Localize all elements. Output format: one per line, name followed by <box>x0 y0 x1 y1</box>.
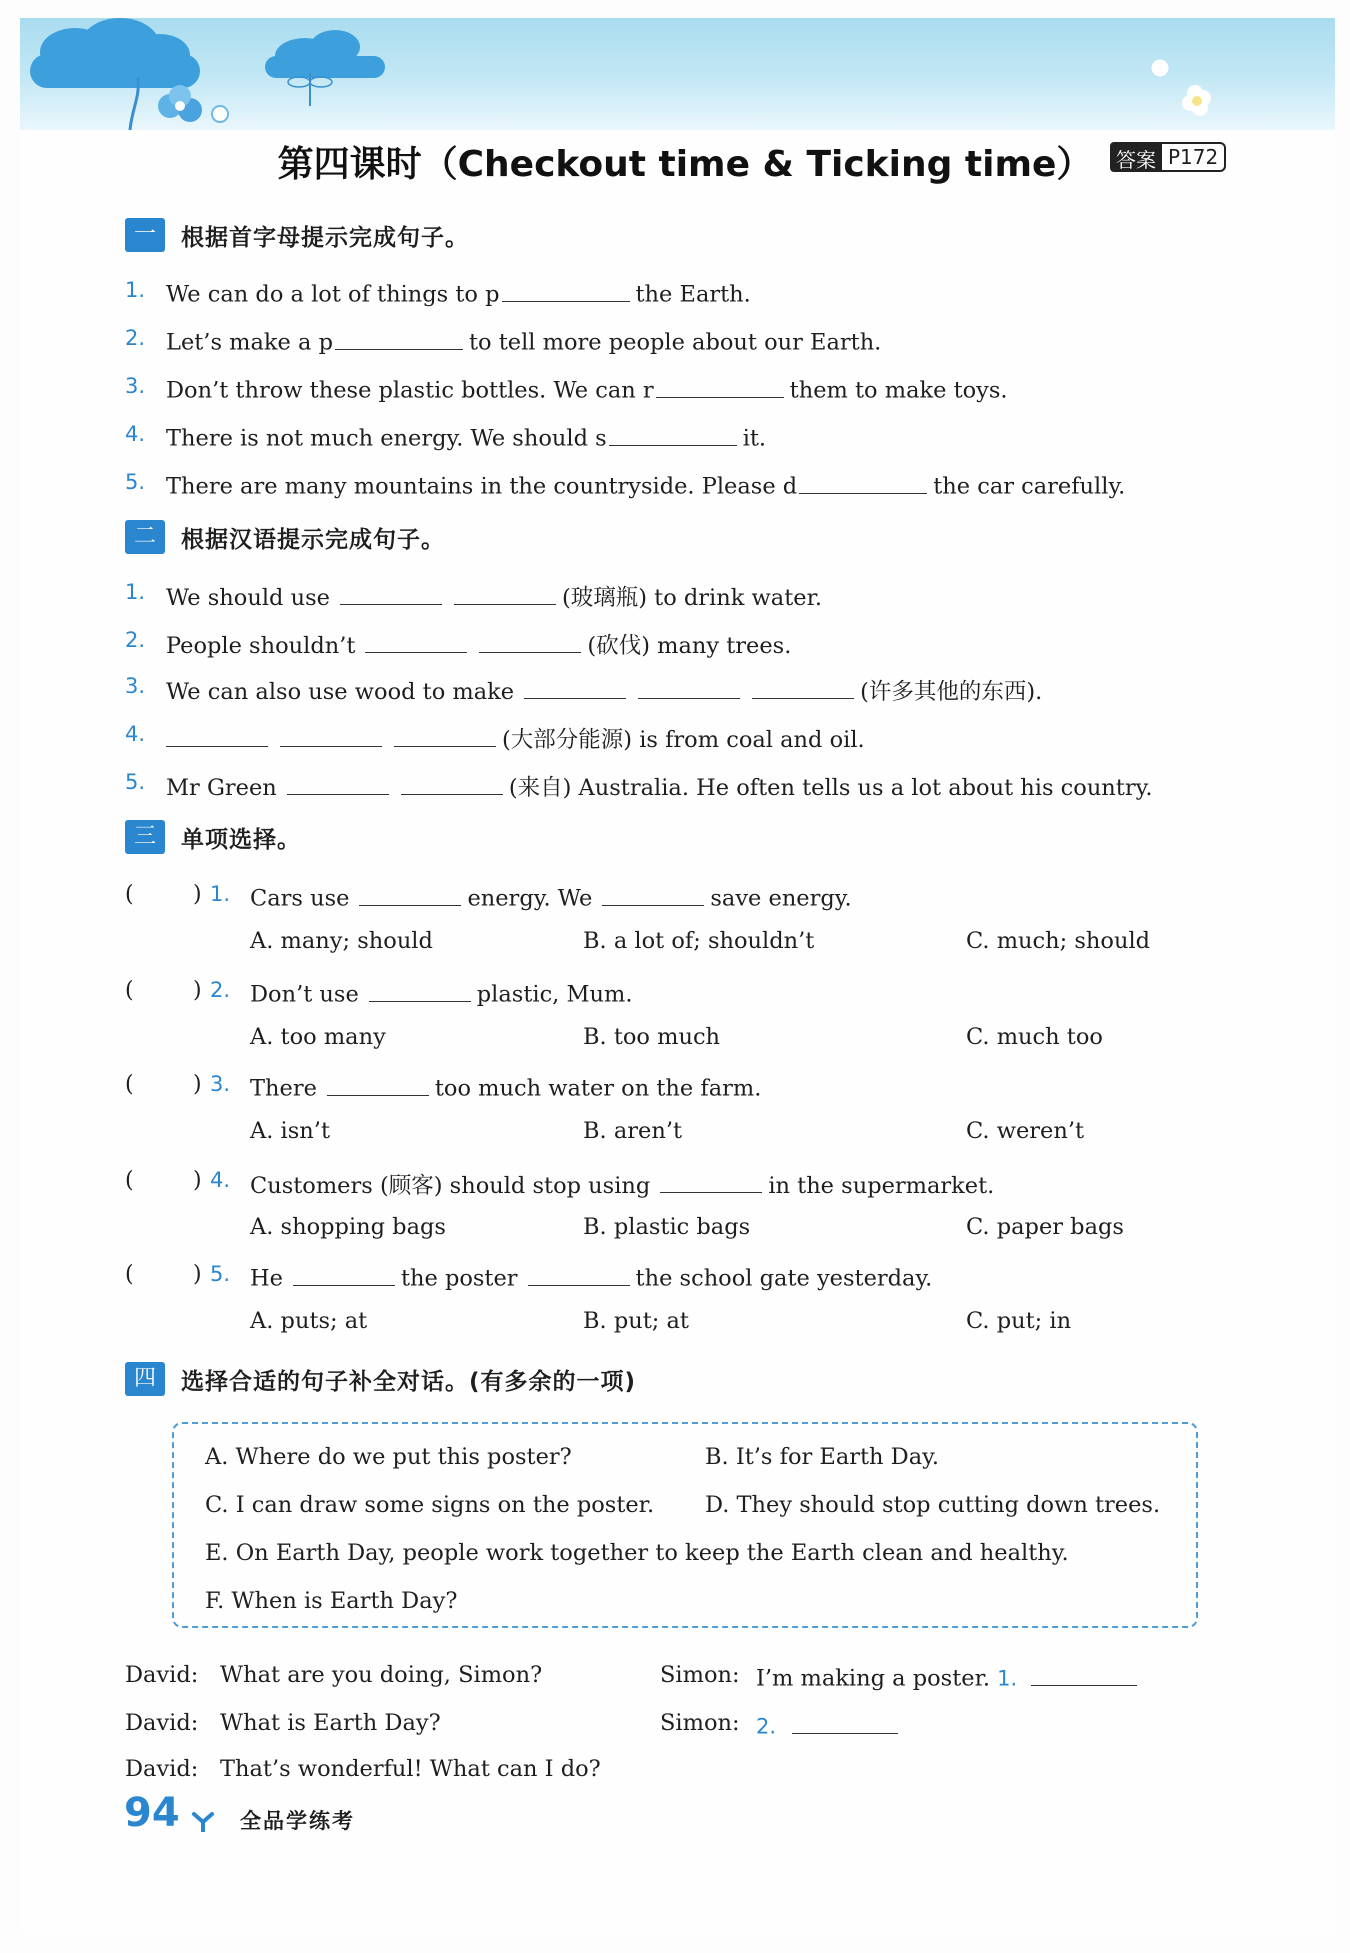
speaker-label: David: <box>125 1756 199 1782</box>
answer-blank[interactable] <box>369 978 471 1002</box>
section-2-header <box>125 520 445 554</box>
section-number: 二 <box>125 520 165 554</box>
option-b[interactable]: B. too much <box>583 1024 721 1050</box>
dialogue-line: What are you doing, Simon? <box>220 1662 543 1688</box>
section-title: 根据汉语提示完成句子。 <box>181 526 445 553</box>
speaker-label: Simon: <box>660 1710 740 1736</box>
flower-decoration-icon <box>110 58 260 130</box>
dialog-option-f: F. When is Earth Day? <box>205 1588 458 1614</box>
answer-blank[interactable] <box>792 1710 898 1734</box>
answer-paren-right: ) <box>193 1072 202 1097</box>
option-c[interactable]: C. much too <box>966 1024 1103 1050</box>
answer-paren-right: ) <box>193 1168 202 1193</box>
white-flower-icon <box>1140 48 1220 128</box>
choice-question-stem: Don’t use plastic, Mum. <box>250 978 633 1008</box>
answer-blank[interactable] <box>638 676 740 700</box>
option-b[interactable]: B. a lot of; shouldn’t <box>583 928 815 954</box>
choice-question-stem: He the poster the school gate yesterday. <box>250 1262 932 1292</box>
question-number: 5. <box>210 1262 231 1286</box>
choice-question-stem: Customers (顾客) should stop using in the supermarket. <box>250 1168 994 1200</box>
answer-blank[interactable] <box>280 724 382 748</box>
answer-blank[interactable] <box>394 724 496 748</box>
question-number: 4. <box>210 1168 231 1192</box>
answer-paren-right: ) <box>193 882 202 907</box>
option-a[interactable]: A. isn’t <box>250 1118 330 1144</box>
option-c[interactable]: C. paper bags <box>966 1214 1124 1240</box>
dialog-option-c: C. I can draw some signs on the poster. <box>205 1492 655 1518</box>
option-a[interactable]: A. too many <box>250 1024 386 1050</box>
answer-blank[interactable] <box>287 772 389 796</box>
option-b[interactable]: B. put; at <box>583 1308 689 1334</box>
section-title: 选择合适的句子补全对话。(有多余的一项) <box>181 1368 637 1395</box>
answer-paren-left[interactable]: ( <box>125 1168 134 1193</box>
question-number: 1. <box>210 882 231 906</box>
answer-reference <box>1110 142 1226 172</box>
section-4-header <box>125 1362 636 1396</box>
page-number: 94 <box>124 1790 180 1836</box>
answer-blank[interactable] <box>365 630 467 654</box>
answer-blank[interactable] <box>454 582 556 606</box>
option-c[interactable]: C. weren’t <box>966 1118 1085 1144</box>
dialog-option-b: B. It’s for Earth Day. <box>705 1444 940 1470</box>
answer-paren-left[interactable]: ( <box>125 1072 134 1097</box>
dialogue-line: 2. <box>756 1710 904 1740</box>
dragonfly-icon <box>285 68 335 108</box>
dialogue-line: I’m making a poster. 1. <box>756 1662 1143 1692</box>
answer-blank[interactable] <box>602 882 704 906</box>
answer-paren-left[interactable]: ( <box>125 1262 134 1287</box>
answer-blank[interactable] <box>401 772 503 796</box>
section-title: 单项选择。 <box>181 826 301 853</box>
answer-blank[interactable] <box>528 1262 630 1286</box>
question-number: 3. <box>210 1072 231 1096</box>
speaker-label: David: <box>125 1710 199 1736</box>
dialog-option-e: E. On Earth Day, people work together to keep the Earth clean and healthy. <box>205 1540 1069 1566</box>
dialogue-line: What is Earth Day? <box>220 1710 441 1736</box>
arrow-icon <box>192 1812 214 1832</box>
section-number: 四 <box>125 1362 165 1396</box>
speaker-label: Simon: <box>660 1662 740 1688</box>
option-b[interactable]: B. aren’t <box>583 1118 683 1144</box>
option-a[interactable]: A. shopping bags <box>250 1214 446 1240</box>
speaker-label: David: <box>125 1662 199 1688</box>
answer-blank[interactable] <box>502 278 630 302</box>
choice-question-stem: Cars use energy. We save energy. <box>250 882 852 912</box>
header-banner <box>20 18 1335 130</box>
section-title: 根据首字母提示完成句子。 <box>181 224 469 251</box>
answer-blank[interactable] <box>327 1072 429 1096</box>
answer-blank[interactable] <box>656 374 784 398</box>
answer-blank[interactable] <box>359 882 461 906</box>
brand-name: 全品学练考 <box>240 1809 355 1833</box>
answer-paren-right: ) <box>193 978 202 1003</box>
question-number: 2. <box>210 978 231 1002</box>
option-c[interactable]: C. much; should <box>966 928 1151 954</box>
section-number: 三 <box>125 820 165 854</box>
section-1-header <box>125 218 469 252</box>
answer-page: P172 <box>1162 142 1226 172</box>
answer-paren-left[interactable]: ( <box>125 882 134 907</box>
answer-blank[interactable] <box>609 422 737 446</box>
dialog-option-d: D. They should stop cutting down trees. <box>705 1492 1161 1518</box>
answer-blank[interactable] <box>752 676 854 700</box>
dialogue-line: That’s wonderful! What can I do? <box>220 1756 601 1782</box>
answer-blank[interactable] <box>660 1170 762 1194</box>
answer-label: 答案 <box>1110 142 1162 172</box>
option-c[interactable]: C. put; in <box>966 1308 1072 1334</box>
option-a[interactable]: A. puts; at <box>250 1308 368 1334</box>
answer-blank[interactable] <box>340 582 442 606</box>
option-a[interactable]: A. many; should <box>250 928 433 954</box>
section-3-header <box>125 820 301 854</box>
option-b[interactable]: B. plastic bags <box>583 1214 751 1240</box>
answer-blank[interactable] <box>166 724 268 748</box>
section-number: 一 <box>125 218 165 252</box>
choice-question-stem: There too much water on the farm. <box>250 1072 761 1102</box>
dialog-option-a: A. Where do we put this poster? <box>205 1444 572 1470</box>
answer-paren-right: ) <box>193 1262 202 1287</box>
answer-blank[interactable] <box>479 630 581 654</box>
page-title: 第四课时（Checkout time & Ticking time） <box>277 144 1093 185</box>
answer-blank[interactable] <box>335 326 463 350</box>
answer-blank[interactable] <box>799 470 927 494</box>
answer-blank[interactable] <box>524 676 626 700</box>
answer-blank[interactable] <box>293 1262 395 1286</box>
answer-blank[interactable] <box>1031 1662 1137 1686</box>
answer-paren-left[interactable]: ( <box>125 978 134 1003</box>
